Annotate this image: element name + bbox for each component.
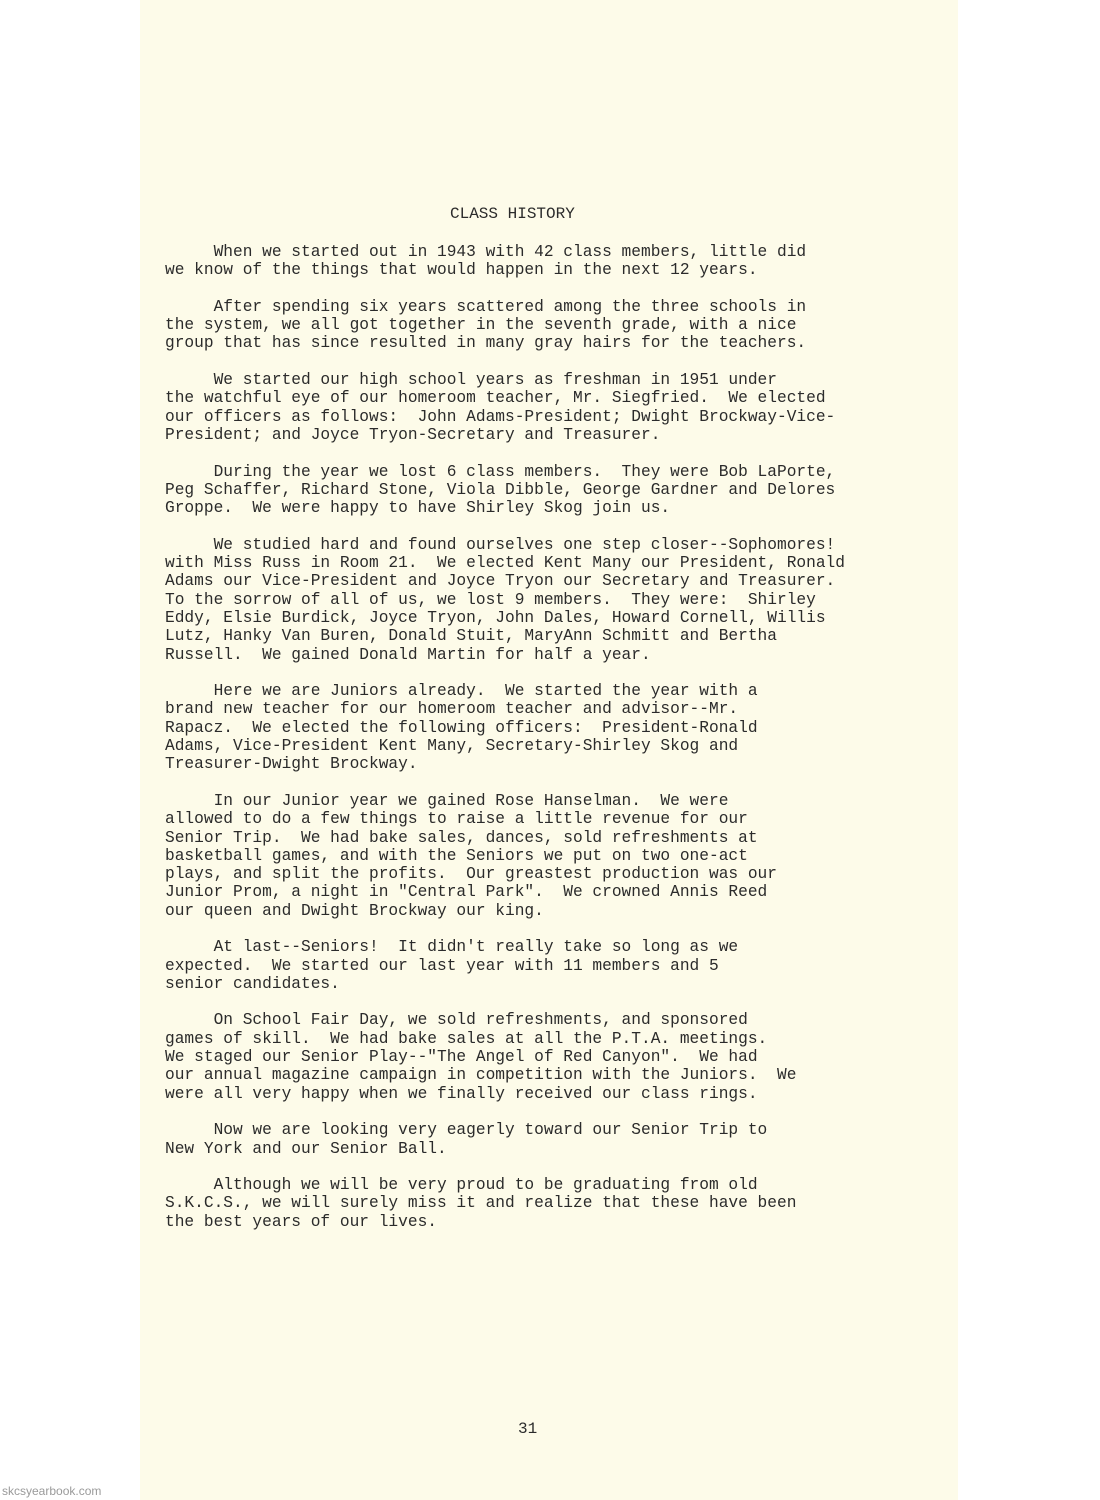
paragraph-1: When we started out in 1943 with 42 class members, little did we know of the things that would happen in the next 12 years.: [165, 243, 807, 280]
paragraph-11: Although we will be very proud to be graduating from old S.K.C.S., we will surely miss it and realize that these have been the best years of our lives.: [165, 1176, 797, 1231]
paragraph-5: We studied hard and found ourselves one step closer--Sophomores! with Miss Russ in Room 21. We elected Kent Many our President, Ronald Adams our Vice-President and Joyce Tryon our Secretary and Treasurer. To the sorrow of all of us, we lost 9 members. They were: Shirley Eddy, Elsie Burdick, Joyce Tryon, John Dales, Howard Cornell, Willis Lutz, Hanky Van Buren, Donald Stuit, MaryAnn Schmitt and Bertha Russell. We gained Donald Martin for half a year.: [165, 535, 845, 664]
paragraph-8: At last--Seniors! It didn't really take so long as we expected. We started our last year with 11 members and 5 senior candidates.: [165, 938, 739, 993]
page-number: 31: [518, 1420, 538, 1438]
class-history-body: [165, 243, 955, 1249]
paragraph-10: Now we are looking very eagerly toward our Senior Trip to New York and our Senior Ball.: [165, 1121, 768, 1158]
paragraph-9: On School Fair Day, we sold refreshments, and sponsored games of skill. We had bake sales at all the P.T.A. meetings. We staged our Senior Play--"The Angel of Red Canyon". We had our annual magazine campaign in competition with the Juniors. We were all very happy when we finally received our class rings.: [165, 1011, 797, 1103]
paragraph-7: In our Junior year we gained Rose Hanselman. We were allowed to do a few things to raise a little revenue for our Senior Trip. We had bake sales, dances, sold refreshments at basketball games, and with the Seniors we put on two one-act plays, and split the profits. Our greastest production was our Junior Prom, a night in "Central Park". We crowned Annis Reed our queen and Dwight Brockway our king.: [165, 791, 777, 920]
paragraph-3: We started our high school years as freshman in 1951 under the watchful eye of our homeroom teacher, Mr. Siegfried. We elected our officers as follows: John Adams-President; Dwight Brockway-Vice- President; and Joyce Tryon-Secretary and Treasurer.: [165, 371, 836, 444]
paragraph-6: Here we are Juniors already. We started the year with a brand new teacher for our homeroom teacher and advisor--Mr. Rapacz. We elected the following officers: President-Ronald Adams, Vice-President Kent Many, Secretary-Shirley Skog and Treasurer-Dwight Brockway.: [165, 682, 758, 774]
site-watermark: skcsyearbook.com: [2, 1484, 102, 1498]
paragraph-4: During the year we lost 6 class members. They were Bob LaPorte, Peg Schaffer, Richard Stone, Viola Dibble, George Gardner and Delores Groppe. We were happy to have Shirley Skog join us.: [165, 462, 836, 518]
paragraph-2: After spending six years scattered among the three schools in the system, we all got together in the seventh grade, with a nice group that has since resulted in many gray hairs for the teachers.: [165, 297, 807, 353]
page-title: CLASS HISTORY: [450, 205, 575, 223]
